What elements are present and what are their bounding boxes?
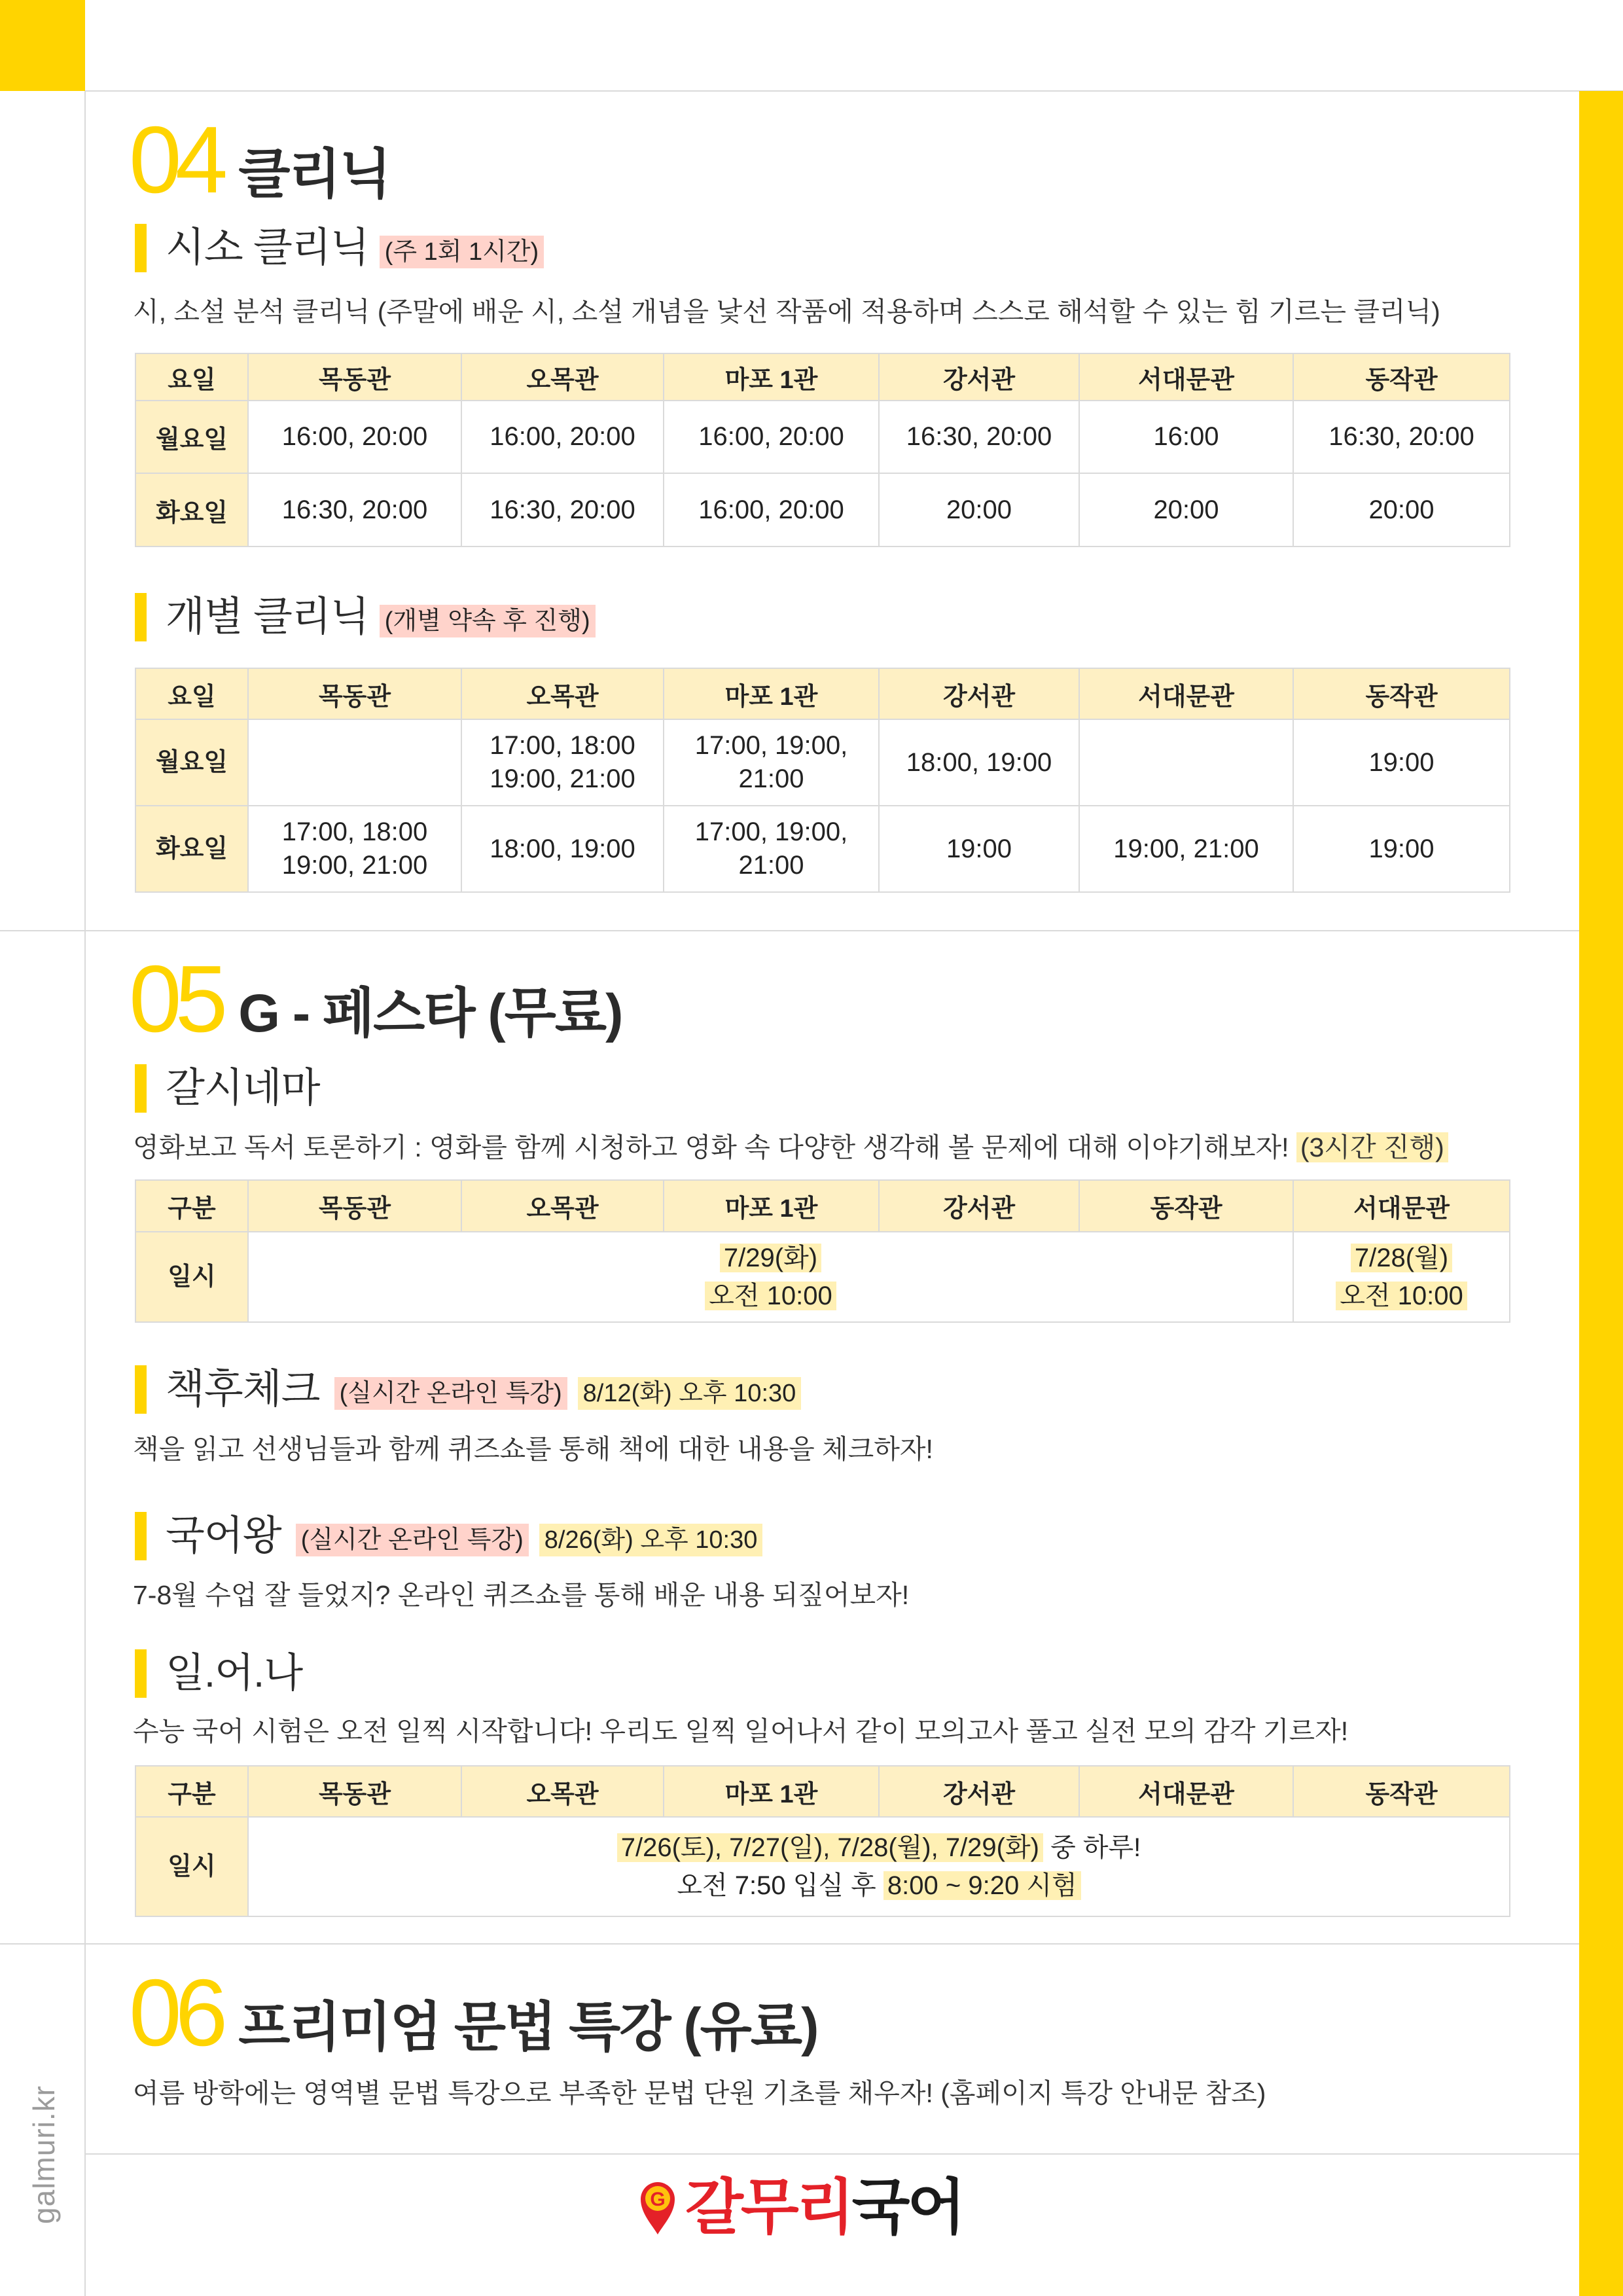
table-cell-empty [1079, 719, 1293, 806]
grammar-lecture-description: 여름 방학에는 영역별 문법 특강으로 부족한 문법 단원 기초를 채우자! (홈페이지 특강 안내문 참조) [133, 2078, 1266, 2108]
table-cell: 16:30, 20:00 [461, 473, 664, 547]
cell-line: 17:00, 18:00 [281, 817, 428, 846]
table-header-cell: 목동관 [248, 1180, 461, 1232]
top-rule [85, 90, 1623, 92]
table-header-cell: 구분 [135, 1180, 248, 1232]
table-cell: 16:30, 20:00 [1293, 401, 1510, 473]
merged-date-cell [248, 1232, 1293, 1322]
table-header-cell: 강서관 [879, 1180, 1079, 1232]
cell-line: 17:00, 18:00 [490, 731, 635, 760]
table-header-row [135, 1766, 1510, 1817]
section-06-heading [129, 1960, 818, 2066]
table-cell: 16:30, 20:00 [879, 401, 1079, 473]
table-cell-empty [248, 719, 461, 806]
section-number: 04 [129, 107, 222, 213]
table-header-cell: 서대문관 [1079, 668, 1293, 719]
bookcheck-description: 책을 읽고 선생님들과 함께 퀴즈쇼를 통해 책에 대한 내용을 체크하자! [133, 1434, 933, 1464]
right-accent-bar [1579, 91, 1623, 2296]
section-05-heading [129, 946, 622, 1052]
table-cell: 16:00 [1079, 401, 1293, 473]
duration-highlight: (3시간 진행) [1296, 1132, 1448, 1162]
subsection-title: 개별 클리닉 [166, 594, 369, 639]
row-label: 일시 [135, 1232, 248, 1322]
online-lecture-tag: (실시간 온라인 특강) [296, 1524, 529, 1556]
subsection-title: 시소 클리닉 [166, 225, 369, 270]
choice-note: 중 하루! [1050, 1833, 1141, 1862]
table-header-cell: 동작관 [1293, 668, 1510, 719]
table-header-cell: 서대문관 [1079, 353, 1293, 401]
table-header-cell: 강서관 [879, 1766, 1079, 1817]
table-cell: 16:00, 20:00 [664, 473, 879, 547]
section-number: 05 [129, 946, 222, 1052]
row-label: 월요일 [135, 719, 248, 806]
online-lecture-tag: (실시간 온라인 특강) [334, 1377, 567, 1410]
individual-clinic-heading [135, 593, 596, 641]
table-cell [1293, 719, 1510, 806]
cell-line: 18:00, 19:00 [490, 834, 635, 863]
cell-line: 19:00, 21:00 [281, 851, 428, 880]
table-header-cell: 오목관 [461, 353, 664, 401]
section-divider [0, 1943, 1579, 1945]
table-header-cell: 목동관 [248, 353, 461, 401]
cell-line: 19:00 [946, 834, 1012, 863]
table-header-row [135, 1180, 1510, 1232]
map-pin-icon [639, 2179, 676, 2236]
time-highlight: 오전 10:00 [705, 1282, 836, 1310]
korean-king-heading [135, 1512, 762, 1560]
individual-clinic-schedule-table [135, 668, 1510, 893]
table-header-cell: 서대문관 [1079, 1766, 1293, 1817]
cell-line [249, 1829, 1509, 1867]
section-number: 06 [129, 1960, 222, 2066]
table-cell [879, 719, 1079, 806]
table-header-cell: 오목관 [461, 1180, 664, 1232]
exam-time-highlight: 8:00 ~ 9:20 시험 [883, 1871, 1081, 1900]
table-row [135, 473, 1510, 547]
subsection-title: 일.어.나 [166, 1651, 303, 1696]
table-header-cell: 목동관 [248, 668, 461, 719]
table-cell [664, 719, 879, 806]
table-header-cell: 강서관 [879, 668, 1079, 719]
heading-accent-bar [135, 593, 147, 641]
frequency-tag: (주 1회 1시간) [380, 236, 544, 268]
subsection-title: 국어왕 [166, 1513, 281, 1558]
date-tag: 8/12(화) 오후 10:30 [578, 1377, 802, 1410]
wakeup-schedule-table [135, 1765, 1510, 1917]
date-tag: 8/26(화) 오후 10:30 [539, 1524, 763, 1556]
cinema-heading [135, 1064, 320, 1113]
table-cell [664, 806, 879, 892]
table-header-cell: 마포 1관 [664, 1180, 879, 1232]
date-highlight: 7/29(화) [720, 1244, 821, 1272]
cell-line [249, 1277, 1293, 1315]
table-header-cell: 오목관 [461, 1766, 664, 1817]
row-label: 월요일 [135, 401, 248, 473]
left-margin-rule [84, 91, 86, 2296]
cinema-schedule-table [135, 1179, 1510, 1323]
website-label: galmuri.kr [27, 2085, 61, 2224]
heading-accent-bar [135, 1512, 147, 1560]
table-header-cell: 마포 1관 [664, 353, 879, 401]
table-cell [1079, 806, 1293, 892]
table-header-cell: 서대문관 [1293, 1180, 1510, 1232]
cell-line: 19:00, 21:00 [490, 764, 635, 793]
table-row [135, 1232, 1510, 1322]
heading-accent-bar [135, 1064, 147, 1113]
table-cell [879, 806, 1079, 892]
appointment-tag: (개별 약속 후 진행) [380, 605, 596, 637]
merged-date-cell [248, 1817, 1510, 1916]
table-header-cell: 요일 [135, 353, 248, 401]
table-header-cell: 구분 [135, 1766, 248, 1817]
table-row [135, 719, 1510, 806]
table-header-cell: 동작관 [1293, 353, 1510, 401]
corner-accent-block [0, 0, 85, 91]
pin-letter: G [650, 2189, 666, 2210]
table-cell: 16:00, 20:00 [664, 401, 879, 473]
table-header-row [135, 668, 1510, 719]
table-cell: 16:30, 20:00 [248, 473, 461, 547]
date-cell [1293, 1232, 1510, 1322]
table-cell: 16:00, 20:00 [248, 401, 461, 473]
table-header-cell: 동작관 [1079, 1180, 1293, 1232]
dates-highlight: 7/26(토), 7/27(일), 7/28(월), 7/29(화) [617, 1833, 1043, 1862]
table-cell [461, 719, 664, 806]
entry-note: 오전 7:50 입실 후 [677, 1871, 876, 1900]
cell-line: 17:00, 19:00, [694, 731, 848, 760]
logo-text-red: 갈무리 [685, 2174, 852, 2241]
table-cell [1293, 806, 1510, 892]
footer-divider [85, 2153, 1579, 2155]
siso-clinic-heading [135, 224, 544, 272]
section-divider [0, 930, 1579, 931]
table-row [135, 806, 1510, 892]
row-label: 화요일 [135, 473, 248, 547]
cell-line: 17:00, 19:00, [694, 817, 848, 846]
table-cell: 20:00 [879, 473, 1079, 547]
cell-line: 19:00 [1368, 834, 1435, 863]
cell-line [1294, 1277, 1509, 1315]
brand-logo [639, 2176, 963, 2239]
table-header-row [135, 353, 1510, 401]
time-highlight: 오전 10:00 [1336, 1282, 1467, 1310]
korean-king-description: 7-8월 수업 잘 들었지? 온라인 퀴즈쇼를 통해 배운 내용 되짚어보자! [133, 1580, 910, 1610]
table-header-cell: 오목관 [461, 668, 664, 719]
heading-accent-bar [135, 1365, 147, 1414]
bookcheck-heading [135, 1365, 801, 1414]
table-header-cell: 강서관 [879, 353, 1079, 401]
siso-clinic-schedule-table [135, 353, 1510, 547]
section-04-heading [129, 107, 390, 213]
table-cell: 16:00, 20:00 [461, 401, 664, 473]
date-highlight: 7/28(월) [1351, 1244, 1452, 1272]
table-header-cell: 마포 1관 [664, 1766, 879, 1817]
table-header-cell: 요일 [135, 668, 248, 719]
cell-line: 18:00, 19:00 [906, 747, 1052, 777]
cell-line: 19:00, 21:00 [1113, 834, 1259, 863]
heading-accent-bar [135, 1649, 147, 1698]
section-title: 프리미엄 문법 특강 (유료) [238, 1998, 818, 2057]
description-text: 영화보고 독서 토론하기 : 영화를 함께 시청하고 영화 속 다양한 생각해 볼 문제에 대해 이야기해보자! [133, 1132, 1289, 1162]
row-label: 화요일 [135, 806, 248, 892]
cell-line [249, 1867, 1509, 1905]
logo-text-black: 국어 [851, 2174, 963, 2241]
cell-line [249, 1239, 1293, 1277]
wakeup-heading [135, 1649, 302, 1698]
cell-line: 21:00 [738, 851, 804, 880]
table-row [135, 1817, 1510, 1916]
table-cell: 20:00 [1293, 473, 1510, 547]
cell-line: 21:00 [738, 764, 804, 793]
section-title: G - 페스타 (무료) [238, 984, 622, 1043]
table-row [135, 401, 1510, 473]
table-header-cell: 목동관 [248, 1766, 461, 1817]
subsection-title: 갈시네마 [166, 1066, 320, 1111]
cell-line: 19:00 [1368, 747, 1435, 777]
wakeup-description: 수능 국어 시험은 오전 일찍 시작합니다! 우리도 일찍 일어나서 같이 모의고사 풀고 실전 모의 감각 기르자! [133, 1716, 1349, 1746]
table-header-cell: 동작관 [1293, 1766, 1510, 1817]
heading-accent-bar [135, 224, 147, 272]
subsection-title: 책후체크 [166, 1367, 320, 1412]
cell-line [1294, 1239, 1509, 1277]
cinema-description [133, 1128, 1448, 1167]
row-label: 일시 [135, 1817, 248, 1916]
table-cell [248, 806, 461, 892]
table-cell [461, 806, 664, 892]
siso-clinic-description: 시, 소설 분석 클리닉 (주말에 배운 시, 소설 개념을 낯선 작품에 적용하며 스스로 해석할 수 있는 힘 기르는 클리닉) [133, 296, 1440, 327]
table-header-cell: 마포 1관 [664, 668, 879, 719]
section-title: 클리닉 [238, 145, 390, 204]
table-cell: 20:00 [1079, 473, 1293, 547]
